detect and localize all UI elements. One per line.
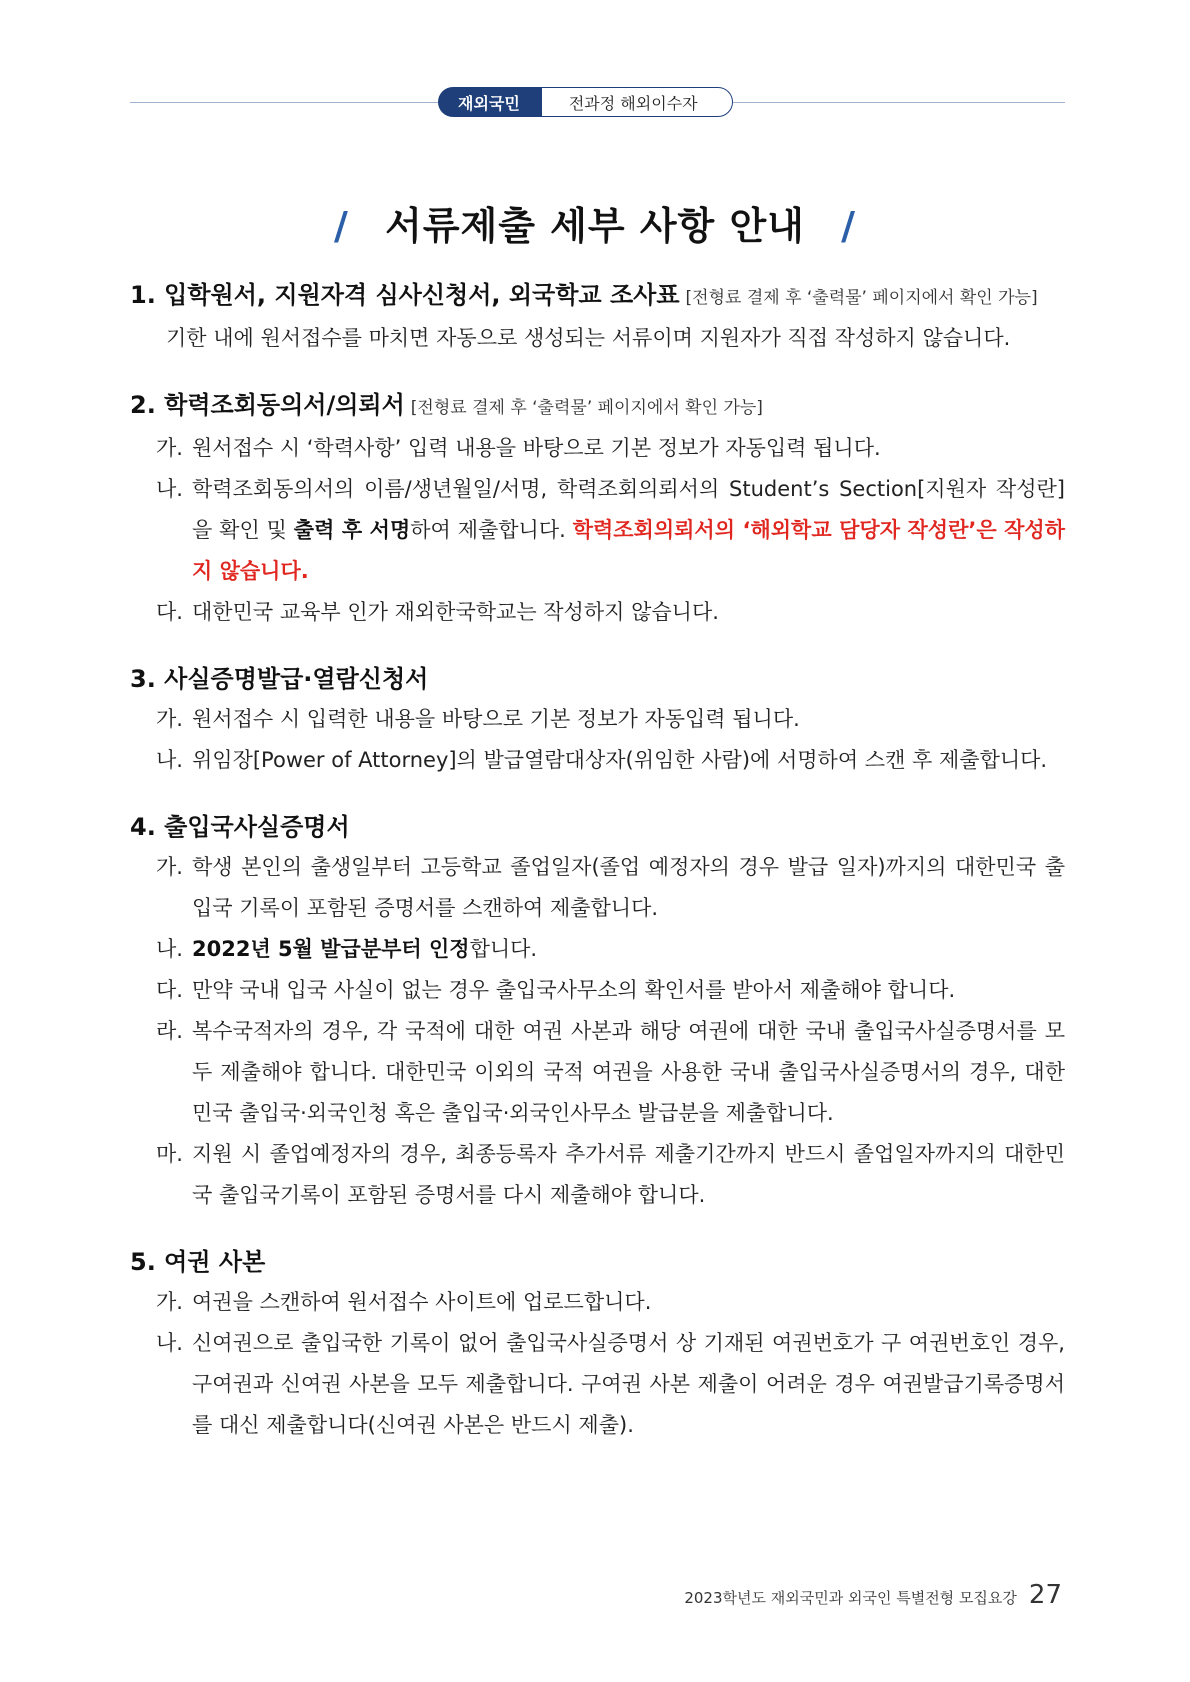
item-marker: 나. [156, 477, 183, 501]
category-tabs [438, 87, 733, 117]
item-marker: 나. [156, 937, 183, 961]
list-item [130, 1011, 1065, 1134]
item-marker: 마. [156, 1142, 183, 1166]
item-marker: 가. [156, 436, 183, 460]
list-item [130, 699, 1065, 740]
document-body [130, 275, 1065, 1472]
list-item [130, 1134, 1065, 1216]
page-title [0, 195, 1190, 250]
section-paragraph: 기한 내에 원서접수를 마치면 자동으로 생성되는 서류이며 지원자가 직접 작성하지 않습니다. [166, 326, 1011, 350]
item-text: 만약 국내 입국 사실이 없는 경우 출입국사무소의 확인서를 받아서 제출해야 합니다. [192, 978, 956, 1002]
item-marker: 가. [156, 855, 183, 879]
list-item [130, 847, 1065, 929]
section-3 [130, 659, 1065, 781]
section-note: [전형료 결제 후 ‘출력물’ 페이지에서 확인 가능] [410, 398, 763, 418]
page-number: 27 [1028, 1580, 1062, 1610]
list-item [130, 1282, 1065, 1323]
item-marker: 나. [156, 1331, 183, 1355]
section-heading: 5. 여권 사본 [130, 1248, 266, 1276]
section-note: [전형료 결제 후 ‘출력물’ 페이지에서 확인 가능] [685, 288, 1038, 308]
section-heading [130, 275, 1065, 318]
item-bold-text: 출력 후 서명 [293, 518, 411, 542]
item-marker: 가. [156, 1290, 183, 1314]
item-marker: 가. [156, 707, 183, 731]
item-text: 원서접수 시 ‘학력사항’ 입력 내용을 바탕으로 기본 정보가 자동입력 됩니다. [192, 436, 881, 460]
item-text [192, 469, 1065, 592]
list-item [130, 929, 1065, 970]
item-warning-text: 학력조회의뢰서의 ‘해외학교 담당자 작성란’은 작성하지 않습니다. [192, 518, 1065, 583]
item-marker: 다. [156, 978, 183, 1002]
tab-overseas-korean: 재외국민 [438, 87, 542, 117]
title-text: 서류제출 세부 사항 안내 [385, 204, 805, 248]
list-item [130, 970, 1065, 1011]
item-marker: 라. [156, 1019, 183, 1043]
item-text: 원서접수 시 입력한 내용을 바탕으로 기본 정보가 자동입력 됩니다. [192, 707, 800, 731]
item-text: 신여권으로 출입국한 기록이 없어 출입국사실증명서 상 기재된 여권번호가 구 여권번호인 경우, 구여권과 신여권 사본을 모두 제출합니다. 구여권 사본 제출이 어려운 경우 여권발급기록증명서를 대신 제출합니다(신여권 사본은 반드시 제출). [192, 1331, 1065, 1437]
list-item [130, 469, 1065, 592]
page-footer [684, 1580, 1062, 1610]
list-item [130, 1323, 1065, 1446]
item-text-part: 합니다. [469, 937, 538, 961]
item-text-part: 학력조회동의서의 이름/생년월일/서명, 학력조회의뢰서의 Student’s Section[지원자 작성란]을 확인 및 [192, 477, 1065, 542]
item-bold-text: 2022년 5월 발급분부터 인정 [192, 937, 470, 961]
item-text [192, 929, 1065, 970]
section-2 [130, 385, 1065, 633]
item-marker: 다. [156, 600, 183, 624]
list-item [130, 592, 1065, 633]
section-heading-text: 2. 학력조회동의서/의뢰서 [130, 391, 405, 419]
section-5 [130, 1242, 1065, 1446]
item-text: 위임장[Power of Attorney]의 발급열람대상자(위임한 사람)에 서명하여 스캔 후 제출합니다. [192, 748, 1048, 772]
item-text: 지원 시 졸업예정자의 경우, 최종등록자 추가서류 제출기간까지 반드시 졸업일자까지의 대한민국 출입국기록이 포함된 증명서를 다시 제출해야 합니다. [192, 1142, 1065, 1207]
section-heading: 3. 사실증명발급·열람신청서 [130, 665, 429, 693]
title-slash-left: / [333, 204, 349, 248]
item-marker: 나. [156, 748, 183, 772]
section-4 [130, 807, 1065, 1216]
item-text-part: 하여 제출합니다. [410, 518, 573, 542]
item-text: 복수국적자의 경우, 각 국적에 대한 여권 사본과 해당 여권에 대한 국내 출입국사실증명서를 모두 제출해야 합니다. 대한민국 이외의 국적 여권을 사용한 국내 출입국사실증명서의 경우, 대한민국 출입국·외국인청 혹은 출입국·외국인사무소 발급분을 제출합니다. [192, 1019, 1065, 1125]
tab-full-course-overseas: 전과정 해외이수자 [528, 87, 733, 117]
item-text: 대한민국 교육부 인가 재외한국학교는 작성하지 않습니다. [192, 600, 719, 624]
footer-text: 2023학년도 재외국민과 외국인 특별전형 모집요강 [684, 1589, 1017, 1607]
section-heading: 4. 출입국사실증명서 [130, 813, 350, 841]
section-1 [130, 275, 1065, 359]
section-heading-text: 1. 입학원서, 지원자격 심사신청서, 외국학교 조사표 [130, 281, 680, 309]
list-item [130, 740, 1065, 781]
title-slash-right: / [841, 204, 857, 248]
item-text: 여권을 스캔하여 원서접수 사이트에 업로드합니다. [192, 1290, 652, 1314]
section-heading [130, 385, 1065, 428]
item-text: 학생 본인의 출생일부터 고등학교 졸업일자(졸업 예정자의 경우 발급 일자)까지의 대한민국 출입국 기록이 포함된 증명서를 스캔하여 제출합니다. [192, 855, 1065, 920]
list-item [130, 428, 1065, 469]
